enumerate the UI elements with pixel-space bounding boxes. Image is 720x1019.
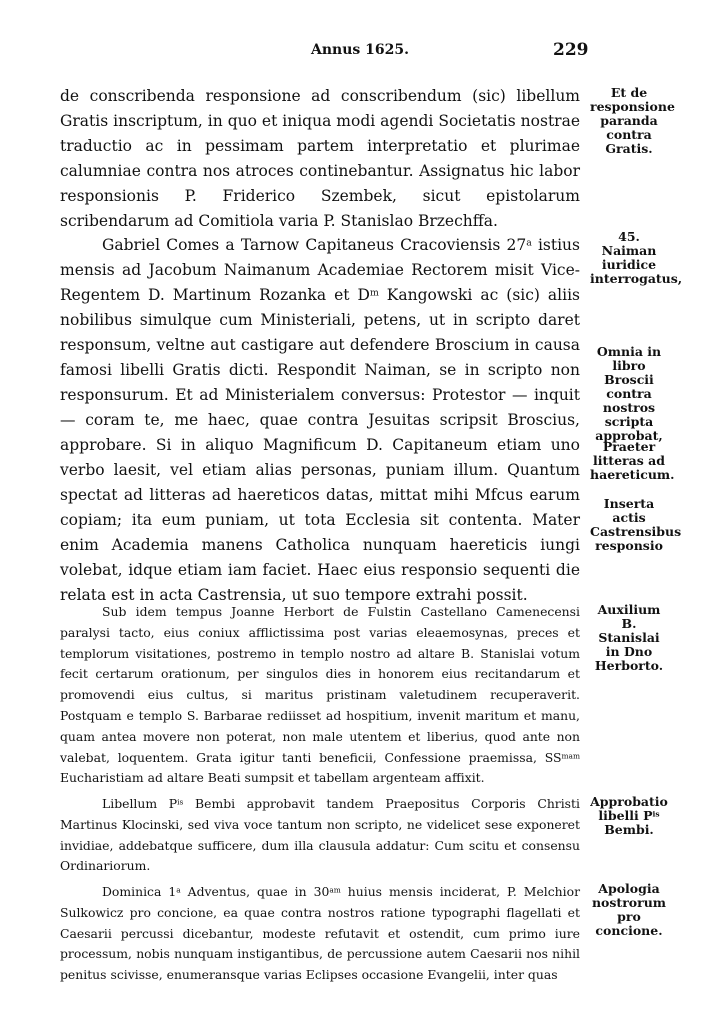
margin-note-text: Naiman iuridice interrogatus, [590, 243, 683, 286]
paragraph-text: Libellum $P^{is}$ Bembi approbavit tandem Praepositus Corporis Christi Martinus Klocinski, sed viva voce tantum non scripto, ne videlicet sese exponeret invidiae, addebatque sufficere, dum illa clausula addatur: Cum scitu et consensu Ordinariorum. [60, 796, 580, 874]
paragraph-text: Dominica 1$^a$ Adventus, quae in $30^{am}$ huius mensis inciderat, P. Melchior Sulkowicz pro concione, ea quae contra nostros ratione typographi flagellati et Caesarii percussi dicebantur, modeste refutavit et ostendit, cum primo iure processum, nobis nunquam instigantibus, de percussione autem Caesarii nos nihil penitus scivisse, enumeransque varias Eclipses occasione Evangelii, inter quas [60, 884, 581, 983]
paragraph-responsione [60, 84, 580, 234]
margin-note-responsione: Et de responsione paranda contra Gratis. [590, 85, 675, 156]
page-number: 229 [553, 40, 589, 60]
page-header-title: Annus 1625. [311, 42, 409, 58]
margin-note-number: 45. [618, 229, 640, 244]
margin-note-omnia: Omnia in libro Broscii contra nostros scripta approbat, [595, 344, 663, 443]
margin-note-praeter: Praeter litteras ad haereticum. [590, 439, 675, 482]
margin-note-apologia: Apologia nostrorum pro concione. [591, 881, 667, 938]
paragraph-herbort [60, 602, 580, 789]
paragraph-dominica [60, 882, 580, 986]
paragraph-text: de conscribenda responsione ad conscribendum (sic) libellum Gratis inscriptum, in quo et iniqua modi agendi Societatis nostrae traductio ac in pessimam partem interpretatio et plurimae calumniae contra nos atroces continebantur. Assignatus hic labor responsionis P. Friderico Szembek, sicut epistolarum scribendarum ad Comitiola varia P. Stanislao Brzechffa. [60, 87, 580, 230]
paragraph-text: Sub idem tempus Joanne Herbort de Fulstin Castellano Camenecensi paralysi tacto, eius coniux afflictissima post varias eleaemosynas, preces et templorum visitationes, postremo in templo nostro ad altare B. Stanislai votum fecit certarum orationum, per singulos dies in honorem eius recitandarum et promovendi eius cultus, si maritus pristinam valetudinem recuperaverit. Postquam e templo S. Barbarae rediisset ad hospitium, invenit maritum et manu, quam antea movere non poterat, non male utentem et liberius, quod ante non valebat, loquentem. Grata igitur tanti beneficii, Confessione praemissa, $SS^{mam}$ Eucharistiam ad altare Beati sumpsit et tabellam argenteam affixit. [60, 604, 580, 786]
paragraph-gabriel-comes [60, 233, 580, 608]
paragraph-bembi [60, 794, 580, 877]
margin-note-naiman [590, 229, 683, 286]
paragraph-text: Gabriel Comes a Tarnow Capitaneus Cracoviensis 27$^a$ istius mensis ad Jacobum Naimanum Academiae Rectorem misit Vice-Regentem D. Martinum Rozanka et $D^m$ Kangowski ac (sic) aliis nobilibus simulque cum Ministeriali, petens, ut in scripto daret responsum, veltne aut castigare aut defendere Broscium in causa famosi libelli Gratis dicti. Respondit Naiman, se in scripto non responsurum. Et ad Ministerialem conversus: Protestor — inquit — coram te, me haec, quae contra Jesuitas scripsit Broscius, approbare. Si in aliquo Magnificum D. Capitaneum etiam uno verbo laesit, vel etiam alias personas, puniam illum. Quantum spectat ad litteras ad haereticos datas, mittat mihi Mfcus earum copiam; ita eum puniam, ut tota Ecclesia sit contenta. Mater enim Academia manens Catholica nunquam haereticis iungi volebat, idque etiam iam faciet. Haec eius responsio sequenti die relata est in acta Castrensia, ut suo tempore extrahi possit. [60, 236, 581, 604]
margin-note-approbatio: Approbatio libelli $P^{is}$ Bembi. [590, 794, 668, 837]
margin-note-inserta: Inserta actis Castrensibus responsio [590, 496, 682, 553]
margin-note-auxilium: Auxilium B. Stanislai in Dno Herborto. [594, 602, 664, 673]
